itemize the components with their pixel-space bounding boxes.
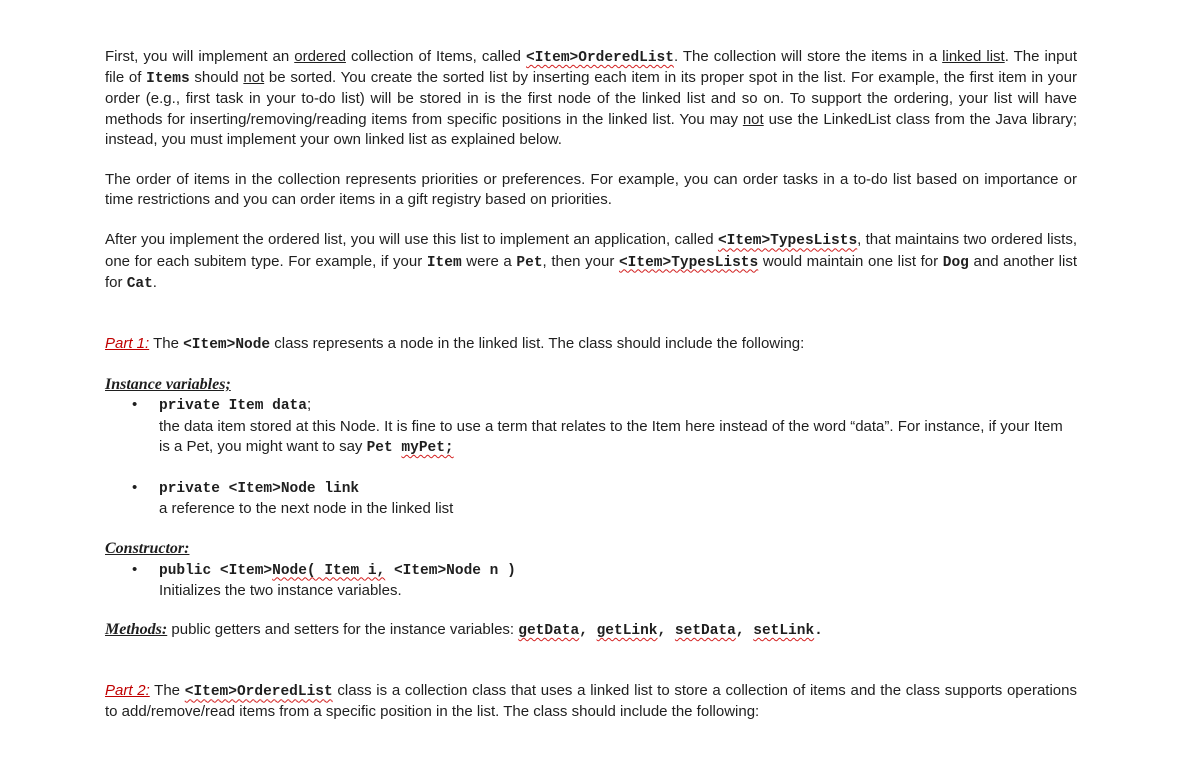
methods-text: public getters and setters for the instance variables:	[167, 621, 519, 639]
after-text-6: and another list for	[105, 252, 1078, 291]
intro-text-5: should	[189, 69, 244, 87]
part2-label: Part 2:	[105, 682, 150, 700]
intro-text-2: collection of Items, called	[345, 48, 527, 65]
code-ordered-list: <Item>OrderedList	[526, 50, 674, 66]
code-var-data: private Item data	[159, 398, 307, 415]
comma-2: ,	[657, 623, 675, 640]
constructor-heading	[105, 539, 1077, 559]
instance-var-item-2	[105, 478, 1077, 519]
var1-description	[159, 417, 1077, 458]
var2-code-line	[159, 478, 1077, 499]
bullet-2: •	[132, 479, 138, 497]
instance-variables-title: Instance variables;	[105, 376, 231, 394]
code-ordered-list-2: <Item>OrderedList	[184, 684, 333, 701]
constructor-description: Initializes the two instance variables.	[159, 581, 402, 599]
intro-text-3: . The collection will store the items in a	[673, 48, 943, 65]
after-text-4: , then your	[542, 252, 619, 270]
code-mypet: myPet;	[401, 439, 454, 456]
document-page	[105, 47, 1077, 723]
part2-text-1: The	[149, 682, 185, 700]
code-constructor-c: <Item>Node n )	[385, 562, 516, 579]
var1-desc-text: the data item stored at this Node. It is fine to use a term that relates to the Item here instead of the word “data”. For instance, if your Item is a Pet, you might want to say	[159, 417, 1063, 455]
period: .	[814, 623, 823, 640]
bullet-3: •	[132, 560, 138, 578]
not-underlined-1: not	[243, 69, 265, 87]
code-cat: Cat	[126, 275, 153, 292]
ordered-underlined: ordered	[294, 48, 346, 65]
var2-description: a reference to the next node in the linked list	[159, 500, 454, 518]
intro-text-6: be sorted. You create the sorted list by inserting each item in its proper spot in the list. For example, the first item in your order (e.g., first task in your to-do list) will be stored in is the first node of the linked list and so on. To support the ordering, your list will have methods for inserting/removing/reading items from specific positions in the linked list. You may	[105, 69, 1077, 128]
code-pet: Pet	[516, 254, 543, 271]
intro-text-4: . The input file of	[105, 48, 1077, 87]
code-constructor-a: public <Item>	[159, 562, 273, 579]
after-paragraph	[105, 230, 1077, 294]
methods-title: Methods:	[105, 621, 168, 639]
var1-code-line	[159, 395, 1077, 416]
constructor-item	[105, 560, 1077, 601]
part1-paragraph	[105, 334, 1077, 355]
after-text-3: were a	[461, 252, 517, 270]
var1-semicolon: ;	[306, 396, 312, 414]
after-text-5: would maintain one list for	[758, 252, 943, 270]
code-setdata: setData	[674, 623, 736, 640]
part1-text-1: The	[149, 335, 184, 353]
after-text-2: , that maintains two ordered lists, one for each subitem type. For example, if your	[105, 231, 1077, 270]
part2-text-2: class is a collection class that uses a linked list to store a collection of items and the class supports operations to add/remove/read items from a specific position in the list. The class should include the following:	[105, 682, 1077, 721]
methods-paragraph	[105, 620, 1077, 641]
code-setlink: setLink	[753, 623, 815, 640]
comma-3: ,	[735, 623, 754, 640]
order-paragraph: The order of items in the collection represents priorities or preferences. For example, you can order tasks in a to-do list based on importance or time restrictions and you can order items in a gift registry based on priorities.	[105, 171, 1077, 209]
code-dog: Dog	[942, 254, 969, 271]
code-getlink: getLink	[596, 623, 658, 640]
intro-text-1: First, you will implement an	[105, 48, 295, 65]
code-types-lists-2: <Item>TypesLists	[618, 254, 759, 271]
constructor-title: Constructor:	[105, 540, 190, 558]
after-text-1: After you implement the ordered list, you will use this list to implement an application, called	[105, 231, 718, 249]
intro-paragraph	[105, 47, 1077, 150]
code-getdata: getData	[518, 623, 580, 640]
linked-list-underlined: linked list	[942, 48, 1005, 65]
instance-variables-heading	[105, 375, 1077, 395]
code-types-lists: <Item>TypesLists	[717, 233, 858, 250]
bullet-1: •	[132, 396, 138, 414]
part1-label: Part 1:	[105, 335, 150, 353]
code-var-link: private <Item>Node link	[159, 481, 360, 498]
instance-var-item-1	[105, 395, 1077, 458]
part1-text-2: class represents a node in the linked list. The class should include the following:	[270, 335, 805, 353]
after-text-7: .	[152, 273, 157, 291]
code-pet-type: Pet	[366, 439, 402, 456]
code-item: Item	[426, 254, 462, 271]
code-items: Items	[146, 71, 190, 88]
code-node: <Item>Node	[183, 337, 271, 354]
constructor-code-line	[159, 560, 1077, 581]
comma-1: ,	[579, 623, 597, 640]
part2-paragraph	[105, 681, 1077, 722]
intro-text-7: use the LinkedList class from the Java library; instead, you must implement your own linked list as explained below.	[105, 110, 1078, 148]
code-constructor-b: Node( Item i,	[272, 562, 386, 579]
not-underlined-2: not	[742, 110, 764, 128]
